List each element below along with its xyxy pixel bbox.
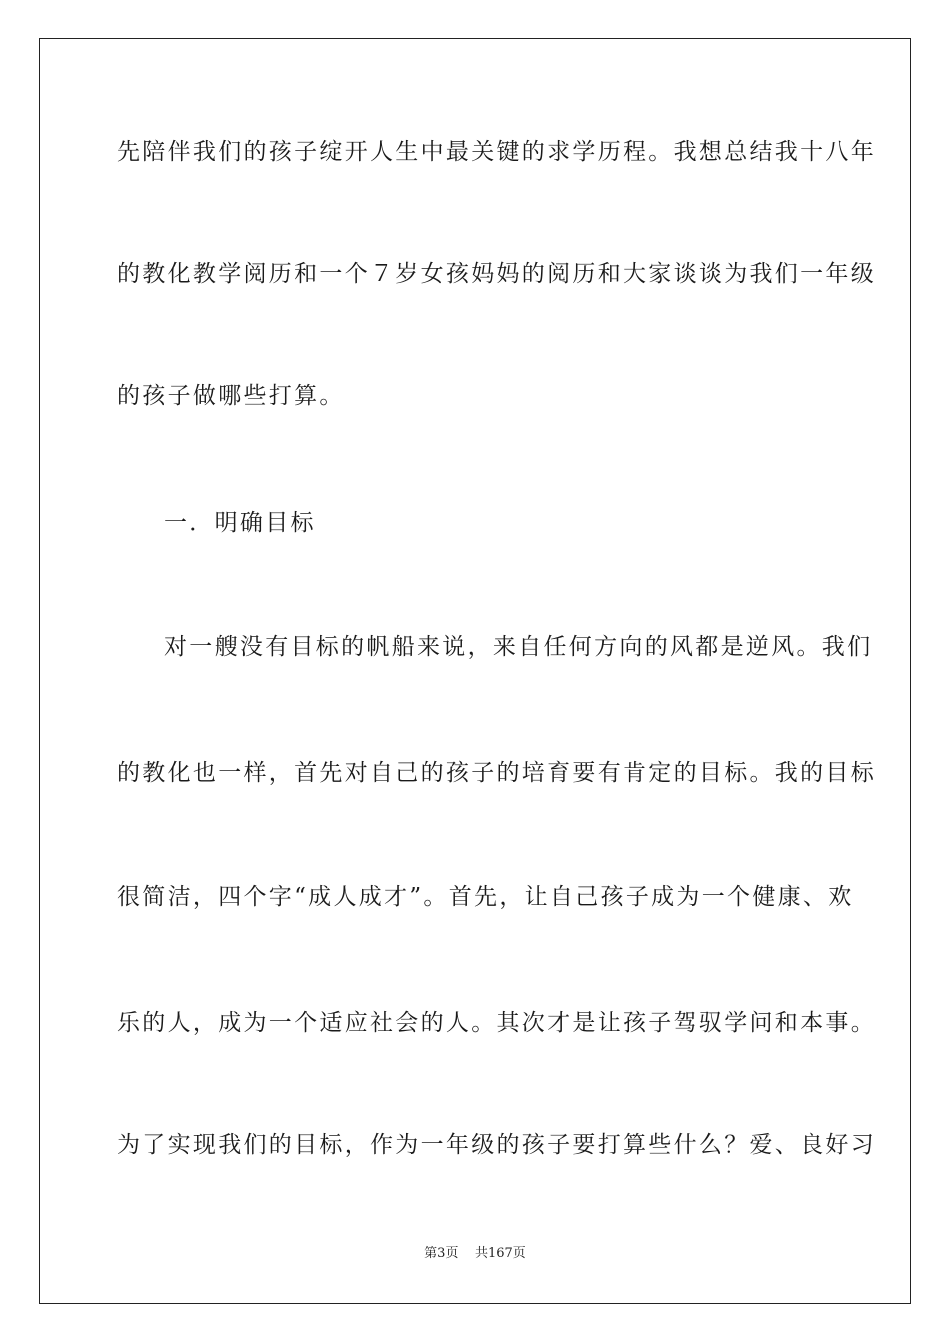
page-border: [39, 38, 911, 1304]
page-footer: [0, 1246, 950, 1262]
body-text-line: 先陪伴我们的孩子绽开人生中最关键的求学历程。我想总结我十八年: [117, 139, 876, 165]
section-heading: 一．明确目标: [164, 510, 316, 536]
body-text-line: 的教化教学阅历和一个７岁女孩妈妈的阅历和大家谈谈为我们一年级: [117, 261, 876, 287]
body-text-line: 的孩子做哪些打算。: [117, 383, 345, 409]
body-text-line: 乐的人，成为一个适应社会的人。其次才是让孩子驾驭学问和本事。: [117, 1010, 876, 1036]
page-number: 第3页: [424, 1246, 459, 1261]
body-text-line: 的教化也一样，首先对自己的孩子的培育要有肯定的目标。我的目标: [117, 760, 876, 786]
page-total: 共167页: [474, 1246, 526, 1261]
body-text-line: 对一艘没有目标的帆船来说，来自任何方向的风都是逆风。我们: [164, 634, 873, 660]
body-text-line: 为了实现我们的目标，作为一年级的孩子要打算些什么？爱、良好习: [117, 1132, 876, 1158]
body-text-line: 很简洁，四个字“成人成才”。首先，让自己孩子成为一个健康、欢: [117, 884, 854, 910]
